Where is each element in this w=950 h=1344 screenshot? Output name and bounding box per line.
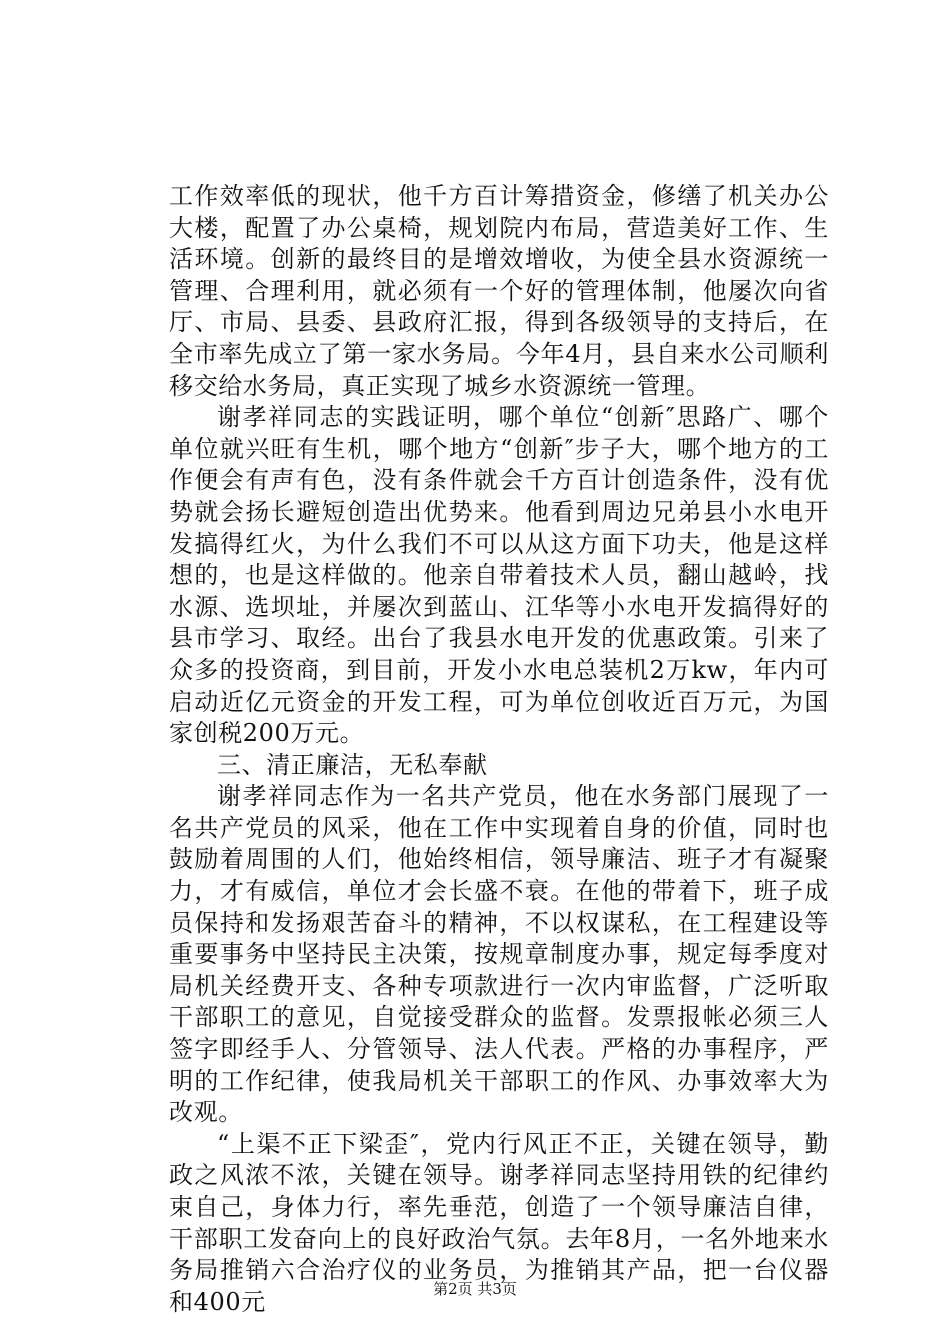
paragraph-3: 谢孝祥同志作为一名共产党员，他在水务部门展现了一名共产党员的风采，他在工作中实现着自身的价值，同时也鼓励着周围的人们，他始终相信，领导廉洁、班子才有凝聚力，才有威信，单位才会长盛不衰。在他的带着下，班子成员保持和发扬艰苦奋斗的精神，不以权谋私，在工程建设等重要事务中坚持民主决策，按规章制度办事，规定每季度对局机关经费开支、各种专项款进行一次内审监督，广泛听取干部职工的意见，自觉接受群众的监督。发票报帐必须三人签字即经手人、分管领导、法人代表。严格的办事程序，严明的工作纪律，使我局机关干部职工的作风、办事效率大为改观。 [169,782,829,1127]
paragraph-4: “上渠不正下梁歪″，党内行风正不正，关键在领导，勤政之风浓不浓，关键在领导。谢孝祥同志坚持用铁的纪律约束自己，身体力行，率先垂范，创造了一个领导廉洁自律，干部职工发奋向上的良好政治气氛。去年8月，一名外地来水务局推销六合治疗仪的业务员，为推销其产品，把一台仪器和400元 [169,1129,829,1316]
document-body [169,181,829,1318]
page-number-footer: 第2页 共3页 [433,1280,517,1298]
paragraph-2: 谢孝祥同志的实践证明，哪个单位“创新″思路广、哪个单位就兴旺有生机，哪个地方“创新″步子大，哪个地方的工作便会有声有色，没有条件就会千方百计创造条件，没有优势就会扬长避短创造出优势来。他看到周边兄弟县小水电开发搞得红火，为什么我们不可以从这方面下功夫，他是这样想的，也是这样做的。他亲自带着技术人员，翻山越岭，找水源、选坝址，并屡次到蓝山、江华等小水电开发搞得好的县市学习、取经。出台了我县水电开发的优惠政策。引来了众多的投资商，到目前，开发小水电总装机2万kw，年内可启动近亿元资金的开发工程，可为单位创收近百万元，为国家创税200万元。 [169,403,829,748]
section-heading: 三、清正廉洁，无私奉献 [217,750,488,779]
paragraph-1: 工作效率低的现状，他千方百计筹措资金，修缮了机关办公大楼，配置了办公桌椅，规划院内布局，营造美好工作、生活环境。创新的最终目的是增效增收，为使全县水资源统一管理、合理利用，就必须有一个好的管理体制，他屡次向省厅、市局、县委、县政府汇报，得到各级领导的支持后，在全市率先成立了第一家水务局。今年4月，县自来水公司顺利移交给水务局，真正实现了城乡水资源统一管理。 [169,182,829,400]
